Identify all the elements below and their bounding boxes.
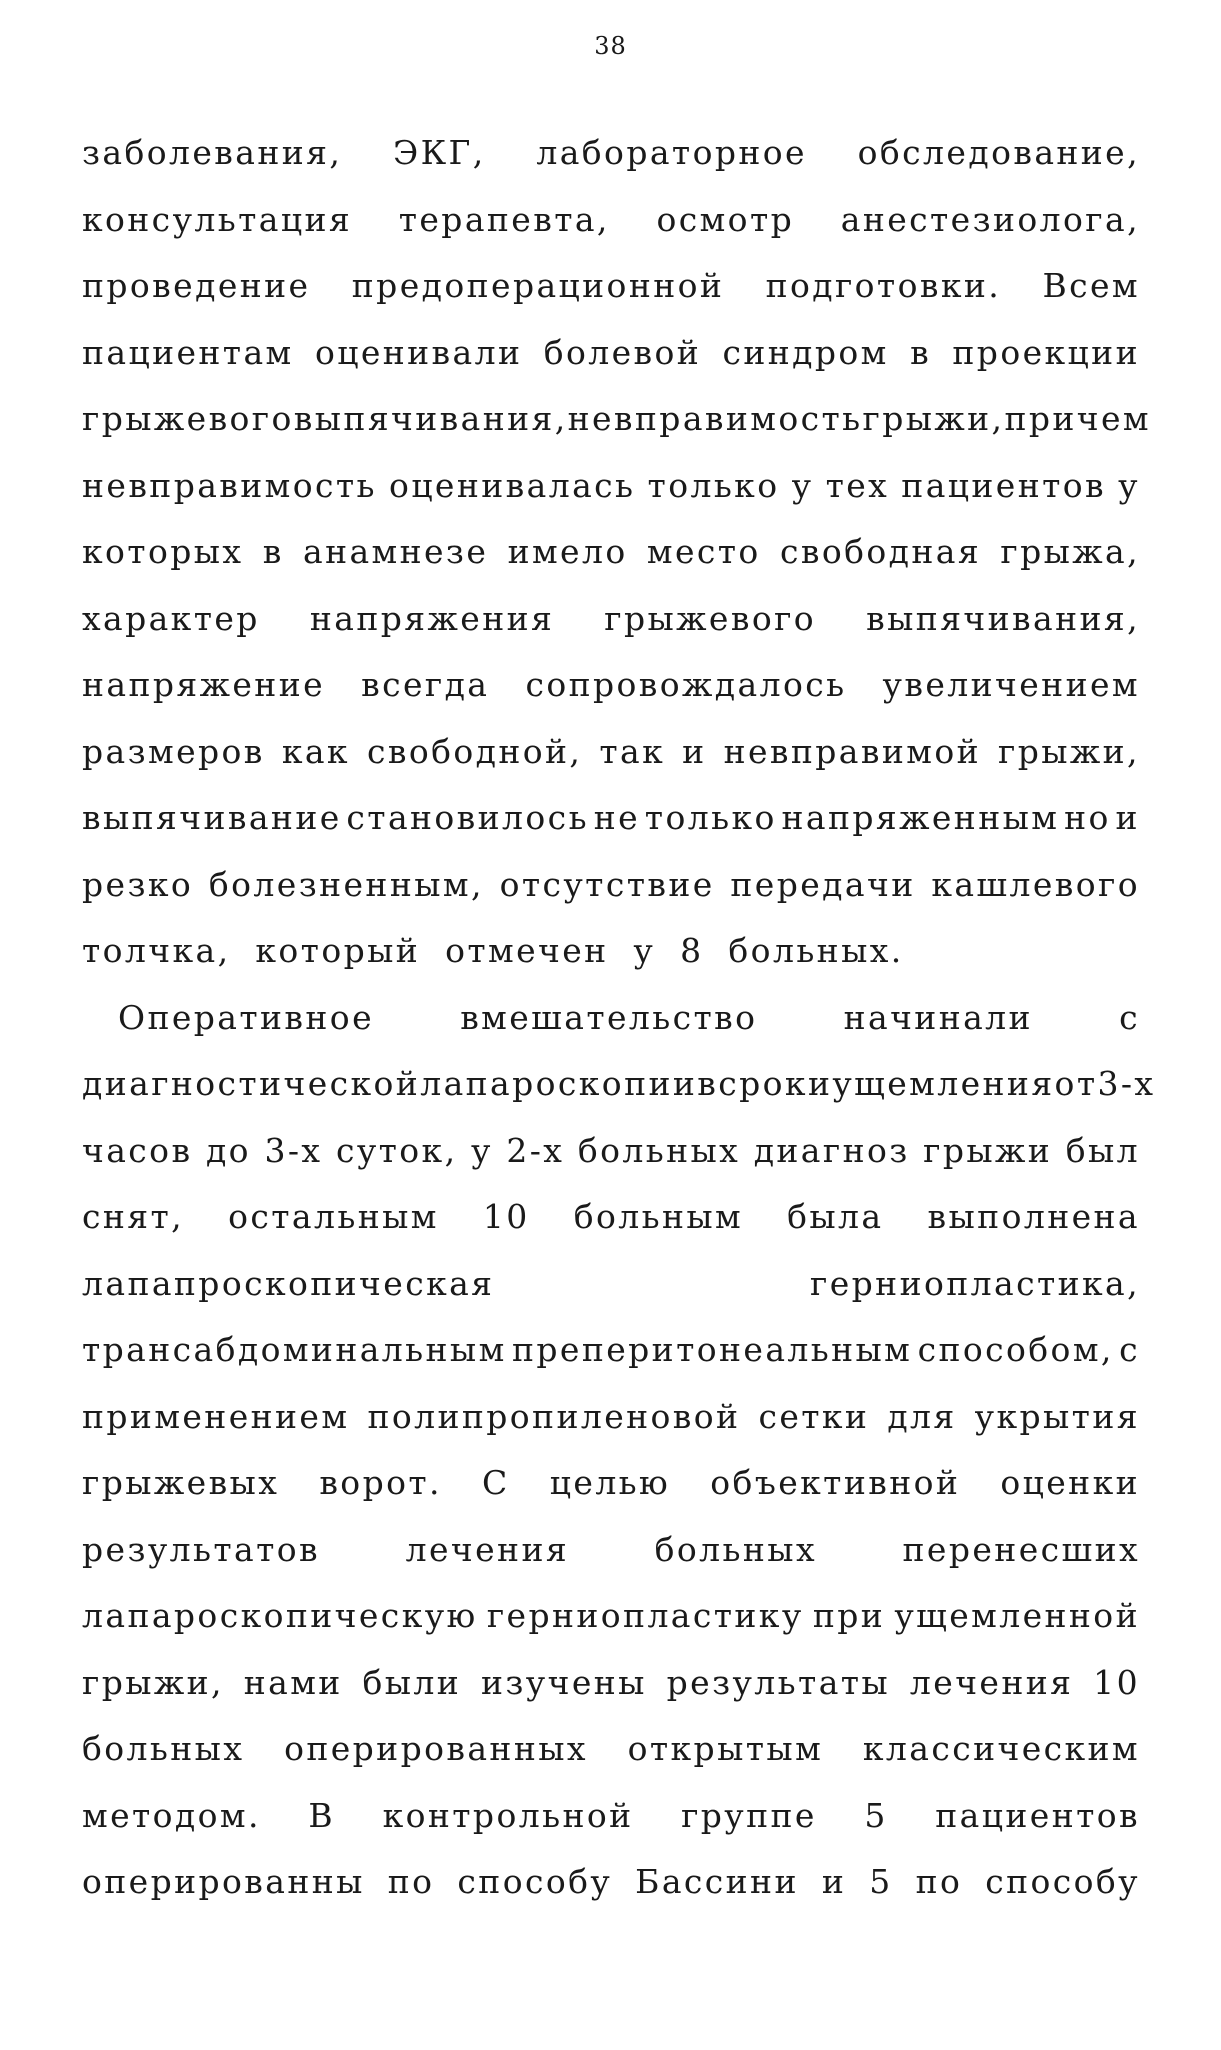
text-line [82,320,1140,387]
word: невправимой [723,731,981,771]
word: всегда [361,665,490,704]
text-line [82,1051,1156,1118]
word: выполнена [927,1197,1140,1236]
word: перенесших [902,1529,1140,1569]
word: по [387,1862,435,1901]
text-line [82,453,1140,520]
word: заболевания, [82,133,343,172]
word: анамнезе [303,532,489,571]
page-number: 38 [594,32,627,60]
word: сроки [718,1064,833,1103]
word: контрольной [382,1795,634,1835]
word: только [647,465,780,505]
text-line [82,1517,1140,1584]
word: оперированных [284,1729,588,1768]
word: начинали [843,997,1033,1037]
word: выпячивание [82,798,342,837]
text-line [82,586,1140,653]
word: для [887,1396,957,1436]
word: по [915,1862,963,1901]
word: Бассини [635,1862,799,1901]
word: напряжения [309,598,555,638]
word: отсутствие [499,864,715,904]
word: ЭКГ, [392,133,486,172]
word: грыжевых [82,1463,280,1502]
word: пациентов [901,465,1107,505]
text-line [82,1251,1140,1318]
word: передачи [730,864,916,904]
word: грыжи [923,1130,1053,1170]
word: проекции [952,332,1140,372]
word: обследование, [857,133,1140,172]
word: С [482,1463,510,1502]
word: при [812,1596,886,1635]
word: консультация [82,199,353,239]
word: кашлевого [931,864,1140,904]
text-line [82,1583,1140,1650]
word: оперированны [82,1862,365,1901]
word: объективной [710,1463,961,1502]
word: 5 [869,1862,893,1901]
text-line: толчка, который отмечен у 8 больных. [82,931,904,970]
text-line [82,1783,1140,1850]
word: невправимость [82,465,377,505]
word: 2-х [506,1130,565,1170]
text-line [82,652,1140,719]
word: проведение [82,266,311,305]
word: способом, [917,1330,1114,1369]
word: подготовки. [765,266,1002,305]
word: больным [573,1197,744,1236]
word: лапароскопическую [82,1596,478,1635]
text-line [82,386,1151,453]
document-body [82,120,1156,1916]
word: свободной, [366,731,583,771]
word: становилось [346,798,589,837]
text-line [82,1650,1140,1717]
word: лапапроскопическая [82,1263,495,1303]
word: до [205,1130,251,1170]
word: оценивалась [389,465,636,505]
word: у [1118,465,1140,505]
word: терапевта, [398,199,610,239]
word: только [644,798,777,837]
word: которых [82,532,244,571]
word: снят, [82,1197,185,1236]
word: болезненным, [208,864,484,904]
text-line [82,1849,1140,1916]
word: болевой [543,332,702,372]
word: выпячивания, [866,598,1140,638]
word: ворот. [319,1463,442,1502]
word: тех [825,465,890,505]
word: нами [243,1662,343,1702]
word: ущемленной [894,1596,1140,1635]
word: Всем [1042,266,1140,305]
word: причем [1004,399,1151,438]
word: так [599,731,666,771]
word: в [910,332,932,372]
word: увеличением [882,665,1140,704]
word: и [821,1862,847,1901]
word: грыжи, [998,731,1140,771]
word: методом. [82,1795,261,1835]
word: лабораторное [536,133,807,172]
word: грыжи, [862,399,1005,438]
word: полипропиленовой [367,1396,741,1436]
word: 5 [864,1795,888,1835]
word: от [1054,1064,1098,1103]
text-line [82,519,1140,586]
word: оценки [1000,1463,1140,1502]
paragraph [82,985,1156,1916]
word: лечения [909,1662,1074,1702]
word: укрытия [974,1396,1140,1436]
word: диагностической [82,1064,421,1103]
word: не [593,798,641,837]
word: изучены [481,1662,647,1702]
word: оценивали [314,332,523,372]
text-line [82,187,1140,254]
word: резко [82,864,194,904]
text-line [82,1450,1140,1517]
word: грыжа, [1000,532,1140,571]
text-line [82,785,1140,852]
word: грыжевого [604,598,817,638]
word: и [1115,798,1140,837]
word: пациентов [935,1795,1140,1835]
text-line [82,1118,1140,1185]
word: осмотр [656,199,795,239]
word: у [471,1130,493,1170]
word: 10 [482,1197,530,1236]
text-line [82,253,1140,320]
word: с [1119,1330,1140,1369]
word: открытым [627,1729,824,1768]
word: трансабдоминальным [82,1330,507,1369]
word: группе [681,1795,817,1835]
word: как [281,731,350,771]
word: место [646,532,761,571]
word: свободная [780,532,982,571]
word: 3-х [264,1130,323,1170]
word: пациентам [82,332,294,372]
word: сетки [758,1396,870,1436]
word: результатов [82,1529,321,1569]
word: В [308,1795,336,1835]
word: предоперационной [351,266,725,305]
paragraph [82,120,1151,985]
word: сопровождалось [525,665,847,704]
word: напряжение [82,665,326,704]
word: лапароскопии [420,1064,698,1103]
text-line [82,1317,1140,1384]
word: больных [654,1529,817,1569]
word: в [697,1064,719,1103]
word: был [1065,1130,1140,1170]
word: в [262,532,284,571]
word: были [362,1662,462,1702]
word: диагноз [753,1130,910,1170]
word: больных [577,1130,741,1170]
word: применением [82,1396,350,1436]
word: с [1119,997,1140,1037]
word: лечения [405,1529,570,1569]
word: была [787,1197,884,1236]
word: Оперативное [118,997,374,1037]
word: синдром [722,332,889,372]
text-line [82,1384,1140,1451]
word: больных [82,1729,245,1768]
word: анестезиолога, [840,199,1140,239]
word: невправимость [567,399,863,438]
text-line [82,120,1140,187]
word: характер [82,598,260,638]
text-line [82,852,1140,919]
word: 3-х [1097,1064,1156,1103]
word: 10 [1093,1662,1140,1702]
word: часов [82,1130,193,1170]
word: вмешательство [460,997,758,1037]
word: герниопластика, [810,1263,1140,1303]
word: целью [549,1463,671,1502]
word: суток, [335,1130,458,1170]
text-line [82,719,1140,786]
word: результаты [666,1662,891,1702]
word: у [791,465,814,505]
word: но [1064,798,1111,837]
text-line [82,1184,1140,1251]
text-line [82,1716,1140,1783]
word: ущемления [832,1064,1055,1103]
word: остальным [228,1197,439,1236]
word: герниопластику [486,1596,804,1635]
word: выпячивания, [293,399,568,438]
word: грыжи, [82,1662,224,1702]
word: способу [457,1862,613,1901]
word: способу [985,1862,1140,1901]
word: размеров [82,731,265,771]
word: преперитонеальным [511,1330,913,1369]
word: и [682,731,707,771]
word: напряженным [781,798,1060,837]
word: грыжевого [82,399,294,438]
word: классическим [862,1729,1140,1768]
word: имело [507,532,628,571]
text-line [82,985,1140,1052]
